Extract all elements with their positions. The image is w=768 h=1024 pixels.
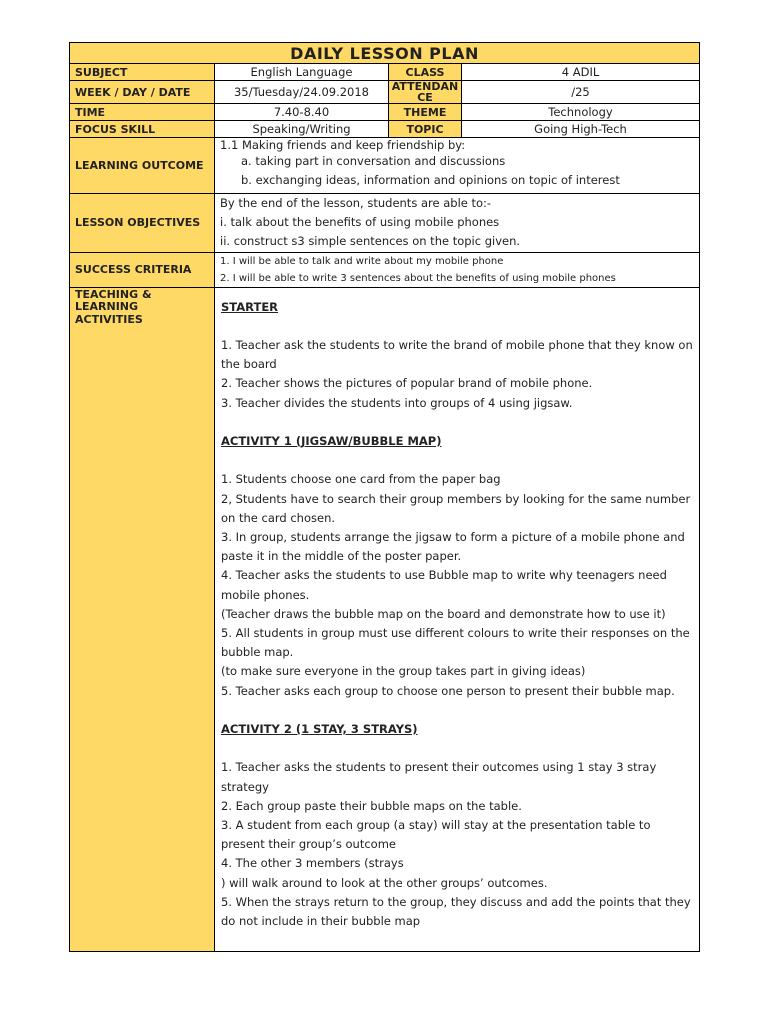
focus-skill-value: Speaking/Writing bbox=[215, 121, 389, 138]
topic-label: TOPIC bbox=[389, 121, 462, 138]
week-value: 35/Tuesday/24.09.2018 bbox=[215, 81, 389, 104]
time-value: 7.40-8.40 bbox=[215, 104, 389, 121]
theme-label: THEME bbox=[389, 104, 462, 121]
class-value: 4 ADIL bbox=[462, 64, 700, 81]
lesson-objectives-label: LESSON OBJECTIVES bbox=[70, 194, 215, 253]
activities-content bbox=[215, 287, 700, 951]
lesson-objectives-content bbox=[215, 194, 700, 253]
activity2-step: 4. The other 3 members (strays bbox=[221, 856, 404, 871]
activity2-step: 3. A student from each group (a stay) will stay at the presentation table to present their group’s outcome bbox=[221, 818, 651, 852]
learning-outcome-content bbox=[215, 138, 700, 194]
activity1-step: 2, Students have to search their group members by looking for the same number on the card chosen. bbox=[221, 491, 691, 525]
lesson-objectives-line: ii. construct s3 simple sentences on the topic given. bbox=[220, 234, 521, 249]
learning-outcome-label: LEARNING OUTCOME bbox=[70, 138, 215, 194]
activities-label: TEACHING & LEARNING ACTIVITIES bbox=[70, 287, 215, 951]
subject-label: SUBJECT bbox=[70, 64, 215, 81]
success-criteria-line: 1. I will be able to talk and write about my mobile phone bbox=[220, 255, 504, 267]
activity1-heading: ACTIVITY 1 (JIGSAW/BUBBLE MAP) bbox=[221, 434, 442, 448]
starter-step: 1. Teacher ask the students to write the brand of mobile phone that they know on the board bbox=[221, 338, 693, 372]
starter-step: 2. Teacher shows the pictures of popular brand of mobile phone. bbox=[221, 376, 593, 391]
activity1-step: 5. Teacher asks each group to choose one person to present their bubble map. bbox=[221, 683, 675, 698]
activity1-step: (Teacher draws the bubble map on the board and demonstrate how to use it) bbox=[221, 606, 666, 621]
activity1-step: 1. Students choose one card from the paper bag bbox=[221, 472, 501, 487]
learning-outcome-line: a. taking part in conversation and discussions bbox=[241, 154, 506, 168]
activity1-step: (to make sure everyone in the group takes part in giving ideas) bbox=[221, 664, 586, 679]
activity2-step: 1. Teacher asks the students to present their outcomes using 1 stay 3 stray strategy bbox=[221, 760, 657, 794]
topic-value: Going High-Tech bbox=[462, 121, 700, 138]
focus-skill-label: FOCUS SKILL bbox=[70, 121, 215, 138]
lesson-plan-table bbox=[69, 42, 700, 952]
week-label: WEEK / DAY / DATE bbox=[70, 81, 215, 104]
success-criteria-line: 2. I will be able to write 3 sentences about the benefits of using mobile phones bbox=[220, 272, 616, 284]
time-label: TIME bbox=[70, 104, 215, 121]
attendance-value: /25 bbox=[462, 81, 700, 104]
activity1-step: 5. All students in group must use different colours to write their responses on the bubble map. bbox=[221, 626, 690, 660]
activity2-step: 2. Each group paste their bubble maps on the table. bbox=[221, 798, 522, 813]
page-title: DAILY LESSON PLAN bbox=[70, 43, 700, 64]
learning-outcome-line: b. exchanging ideas, information and opinions on topic of interest bbox=[241, 173, 620, 188]
starter-step: 3. Teacher divides the students into groups of 4 using jigsaw. bbox=[221, 395, 573, 410]
activity2-heading: ACTIVITY 2 (1 STAY, 3 STRAYS) bbox=[221, 722, 418, 737]
attendance-label: ATTENDANCE bbox=[389, 81, 462, 104]
success-criteria-label: SUCCESS CRITERIA bbox=[70, 252, 215, 287]
activity2-step: ) will walk around to look at the other groups’ outcomes. bbox=[221, 875, 548, 890]
class-label: CLASS bbox=[389, 64, 462, 81]
activity2-step: 5. When the strays return to the group, they discuss and add the points that they do not include in their bubble map bbox=[221, 894, 691, 929]
learning-outcome-line: 1.1 Making friends and keep friendship by: bbox=[220, 138, 466, 152]
lesson-objectives-line: By the end of the lesson, students are able to:- bbox=[220, 196, 492, 210]
starter-heading: STARTER bbox=[221, 299, 279, 314]
activity1-step: 4. Teacher asks the students to use Bubble map to write why teenagers need mobile phones. bbox=[221, 568, 667, 602]
theme-value: Technology bbox=[462, 104, 700, 121]
lesson-objectives-line: i. talk about the benefits of using mobile phones bbox=[220, 215, 500, 230]
activity1-step: 3. In group, students arrange the jigsaw to form a picture of a mobile phone and paste it in the middle of the poster paper. bbox=[221, 530, 685, 564]
success-criteria-content bbox=[215, 252, 700, 287]
subject-value: English Language bbox=[215, 64, 389, 81]
